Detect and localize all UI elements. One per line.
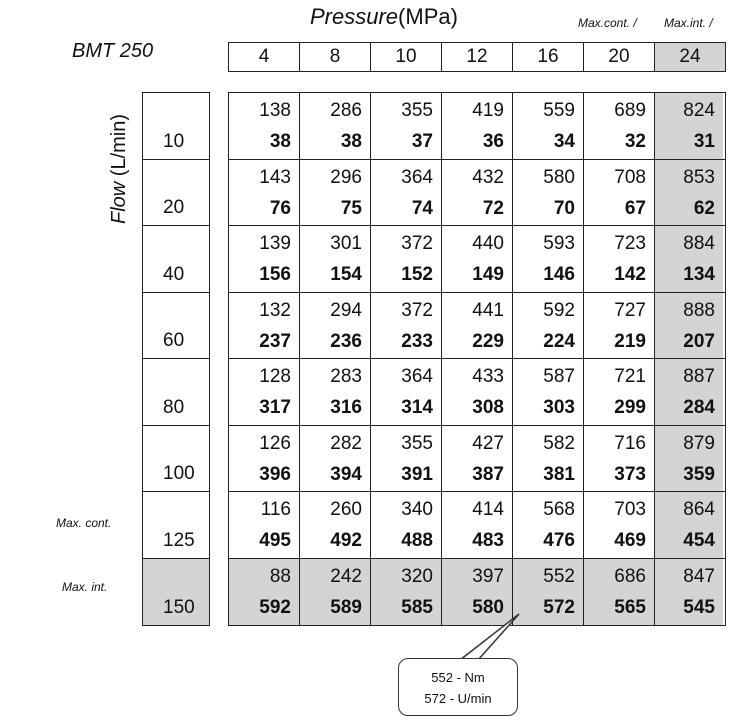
speed-value: 394 [330, 463, 362, 485]
speed-value: 284 [683, 397, 715, 419]
pressure-header-cell: 24 [655, 43, 725, 71]
flow-label-unit: (L/min) [108, 113, 130, 182]
torque-value: 88 [269, 566, 291, 588]
speed-value: 219 [614, 330, 646, 352]
torque-value: 139 [259, 233, 291, 255]
max-int-caption: Max.int. / [664, 16, 713, 30]
speed-value: 224 [543, 330, 575, 352]
flow-value: 100 [163, 463, 195, 484]
torque-value: 853 [683, 166, 715, 188]
torque-value: 708 [614, 166, 646, 188]
torque-value: 552 [543, 566, 575, 588]
speed-value: 391 [401, 463, 433, 485]
pressure-unit: (MPa) [398, 4, 458, 29]
speed-value: 454 [683, 530, 715, 552]
speed-value: 359 [683, 463, 715, 485]
speed-value: 476 [543, 530, 575, 552]
torque-value: 879 [683, 432, 715, 454]
torque-value: 433 [472, 366, 504, 388]
pressure-header-cell: 4 [229, 43, 300, 71]
speed-value: 580 [472, 597, 504, 619]
torque-value: 397 [472, 566, 504, 588]
speed-value: 74 [411, 197, 433, 219]
torque-value: 686 [614, 566, 646, 588]
speed-value: 316 [330, 397, 362, 419]
torque-value: 116 [260, 499, 291, 521]
speed-value: 545 [683, 597, 715, 619]
torque-value: 372 [401, 299, 433, 321]
speed-value: 31 [693, 131, 715, 153]
speed-value: 37 [411, 131, 433, 153]
speed-value: 488 [401, 530, 433, 552]
flow-value: 10 [163, 130, 185, 152]
speed-value: 67 [624, 197, 646, 219]
speed-value: 565 [614, 597, 646, 619]
torque-value: 568 [543, 499, 575, 521]
speed-value: 142 [614, 264, 646, 286]
speed-value: 76 [269, 197, 291, 219]
flow-value: 150 [163, 597, 195, 618]
speed-value: 75 [340, 197, 362, 219]
flow-value: 80 [163, 396, 185, 418]
torque-value: 887 [683, 366, 715, 388]
pressure-label: Pressure [310, 4, 399, 29]
torque-value: 593 [543, 233, 575, 255]
speed-value: 149 [472, 264, 504, 286]
speed-value: 154 [330, 264, 362, 286]
speed-value: 156 [259, 264, 291, 286]
flow-value: 125 [163, 529, 195, 551]
torque-value: 128 [259, 366, 291, 388]
speed-value: 592 [259, 597, 291, 619]
pressure-header-cell: 20 [584, 43, 655, 71]
torque-value: 721 [614, 366, 646, 388]
torque-value: 294 [330, 299, 362, 321]
speed-value: 314 [401, 397, 433, 419]
speed-value: 317 [259, 397, 291, 419]
speed-value: 387 [472, 463, 504, 485]
torque-value: 427 [472, 432, 504, 454]
max-int-note: Max. int. [62, 580, 108, 594]
max-cont-caption: Max.cont. / [578, 16, 637, 30]
torque-value: 143 [259, 166, 291, 188]
torque-value: 260 [330, 499, 362, 521]
torque-value: 559 [543, 100, 575, 122]
pressure-header-cell: 10 [371, 43, 442, 71]
model-name: BMT 250 [72, 40, 154, 62]
pressure-header-cell: 8 [300, 43, 371, 71]
torque-value: 340 [401, 499, 433, 521]
speed-value: 72 [482, 197, 504, 219]
torque-value: 689 [614, 100, 646, 122]
speed-value: 233 [401, 330, 433, 352]
torque-value: 727 [614, 299, 646, 321]
callout-torque-unit: 552 - Nm [431, 670, 485, 685]
speed-value: 134 [683, 264, 715, 286]
legend-callout [398, 658, 518, 716]
torque-value: 286 [330, 100, 362, 122]
speed-value: 585 [401, 597, 433, 619]
speed-value: 237 [259, 330, 291, 352]
speed-value: 70 [553, 197, 575, 219]
speed-value: 146 [543, 264, 575, 286]
speed-value: 34 [553, 131, 575, 153]
torque-value: 364 [401, 366, 433, 388]
torque-value: 580 [543, 166, 575, 188]
torque-value: 703 [614, 499, 646, 521]
max-cont-note: Max. cont. [56, 516, 112, 530]
speed-value: 303 [543, 397, 575, 419]
torque-value: 441 [472, 299, 504, 321]
torque-value: 138 [259, 100, 291, 122]
torque-value: 847 [683, 566, 715, 588]
torque-value: 364 [401, 166, 433, 188]
speed-value: 373 [614, 463, 646, 485]
speed-value: 38 [340, 131, 362, 153]
torque-value: 587 [543, 366, 575, 388]
speed-value: 495 [259, 530, 291, 552]
speed-value: 32 [624, 131, 646, 153]
flow-value: 40 [163, 263, 185, 285]
torque-value: 716 [614, 432, 646, 454]
torque-value: 414 [472, 499, 504, 521]
torque-value: 432 [472, 166, 504, 188]
flow-label-text: Flow [108, 181, 130, 224]
speed-value: 572 [543, 597, 575, 619]
torque-value: 132 [259, 299, 291, 321]
speed-value: 469 [614, 530, 646, 552]
torque-value: 282 [330, 432, 362, 454]
torque-value: 723 [614, 233, 646, 255]
torque-value: 592 [543, 299, 575, 321]
speed-value: 589 [330, 597, 362, 619]
pressure-header-cell: 16 [513, 43, 584, 71]
speed-value: 152 [401, 264, 433, 286]
flow-value: 60 [163, 330, 185, 351]
torque-value: 355 [401, 432, 433, 454]
torque-value: 888 [683, 299, 715, 321]
speed-value: 381 [543, 463, 575, 485]
torque-value: 824 [683, 100, 715, 122]
torque-value: 126 [259, 432, 291, 454]
torque-value: 440 [472, 233, 504, 255]
speed-value: 236 [330, 330, 362, 352]
torque-value: 242 [330, 566, 362, 588]
speed-value: 38 [269, 131, 291, 153]
torque-value: 419 [472, 100, 504, 122]
torque-value: 301 [330, 233, 362, 255]
callout-speed-unit: 572 - U/min [424, 691, 492, 706]
speed-value: 492 [330, 530, 362, 552]
torque-value: 320 [401, 566, 433, 588]
speed-value: 483 [472, 530, 504, 552]
torque-value: 296 [330, 166, 362, 188]
torque-value: 283 [330, 366, 362, 388]
torque-value: 355 [401, 100, 433, 122]
speed-value: 207 [683, 330, 715, 352]
flow-value: 20 [163, 197, 185, 218]
pressure-header-cell: 12 [442, 43, 513, 71]
speed-value: 36 [482, 131, 504, 153]
speed-value: 308 [472, 397, 504, 419]
torque-value: 372 [401, 233, 433, 255]
speed-value: 229 [472, 330, 504, 352]
speed-value: 396 [259, 463, 291, 485]
speed-value: 299 [614, 397, 646, 419]
torque-value: 582 [543, 432, 575, 454]
speed-value: 62 [693, 197, 715, 219]
torque-value: 884 [683, 233, 715, 255]
torque-value: 864 [683, 499, 715, 521]
